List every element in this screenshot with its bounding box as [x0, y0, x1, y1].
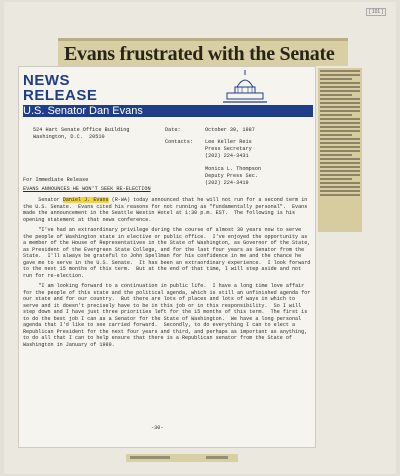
clipping-headline-text: Evans frustrated with the Senate: [64, 43, 335, 65]
highlighted-name: Daniel J. Evans: [62, 197, 109, 203]
contacts-label: Contacts:: [165, 139, 194, 145]
paragraph-1: Senator Daniel J. Evans (R-WA) today announced that he will not run for a second term in the U.S. Senate. Evans cited his reasons for not running as "fundamentally personal". Evans made the announcement in the Seattle Westin Hotel at 1:30 p.m. EST. The following is his opening statement at that news conference.: [23, 197, 311, 223]
contact-2-name: Monica L. Thompson: [205, 166, 262, 172]
date-value: October 30, 1987: [205, 127, 255, 133]
release-note: For Immediate Release: [23, 177, 89, 183]
release-headline: EVANS ANNOUNCES HE WON'T SEEK RE-ELECTION: [23, 186, 151, 192]
paragraph-3: "I am looking forward to a continuation in public life. I have a long time love affair for the people of this state and the political agenda, which is still an unfinished agenda for our state and for our country. But there are lots of places and lots of ways in which to serve and it doesn't precisely have to be in this job or in this responsibility. So I will step down and I have just three priorities left for the 15 months of this term. The first is to do the best job I can as a Senator for the State of Washington. We have a long personal agenda that I'd like to see carried forward. Secondly, to do everything I can to elect a Republican President for the next four years and third, and perhaps as important as anything, to do all that I can to help ensure that there is a Republican senator from the State of Washington in January of 1989.: [23, 283, 314, 348]
letterhead-release: RELEASE: [23, 87, 98, 104]
letterhead: [19, 67, 317, 123]
capitol-dome-icon: [223, 69, 267, 105]
office-address-line1: 524 Hart Senate Office Building: [33, 127, 130, 133]
letterhead-subtitle: U.S. Senator Dan Evans: [23, 105, 143, 117]
newspaper-clipping-column: [318, 68, 362, 232]
paragraph-2: "I've had an extraordinary privilege during the course of almost 30 years now to serve the people of Washington state in elective or public office. I've enjoyed the opportunity as a member of the House of Representatives in the State of Washington, as Governor of the State, as President of the Evergreen State College, and for the last four years as Senator from the State. I'll always be grateful to John Spellman for his confidence in me and the chance he gave me to serve in the U.S. Senate. It has been an extraordinary experience. I look forward to the next 15 months of this term. But at the end of that time, I will step aside and not run for re-election.: [23, 227, 314, 279]
press-release-sheet: [18, 66, 316, 448]
clipping-top-edge: [58, 38, 348, 41]
contact-1-phone: (202) 224-3431: [205, 153, 249, 159]
contact-1-title: Press Secretary: [205, 146, 252, 152]
letterhead-news: NEWS: [23, 72, 70, 89]
end-mark: -30-: [151, 425, 164, 431]
contact-1-name: Lee Keller Reis: [205, 139, 252, 145]
office-address-line2: Washington, D.C. 20510: [33, 134, 105, 140]
page-number: [ 101 ]: [366, 8, 386, 16]
release-body: [23, 197, 313, 352]
contact-2-title: Deputy Press Sec.: [205, 173, 258, 179]
newspaper-clipping-headline: [58, 38, 348, 66]
newspaper-clipping-strip: [126, 454, 238, 462]
scanned-page: [4, 2, 396, 474]
contact-2-phone: (202) 224-3419: [205, 180, 249, 186]
date-label: Date:: [165, 127, 181, 133]
